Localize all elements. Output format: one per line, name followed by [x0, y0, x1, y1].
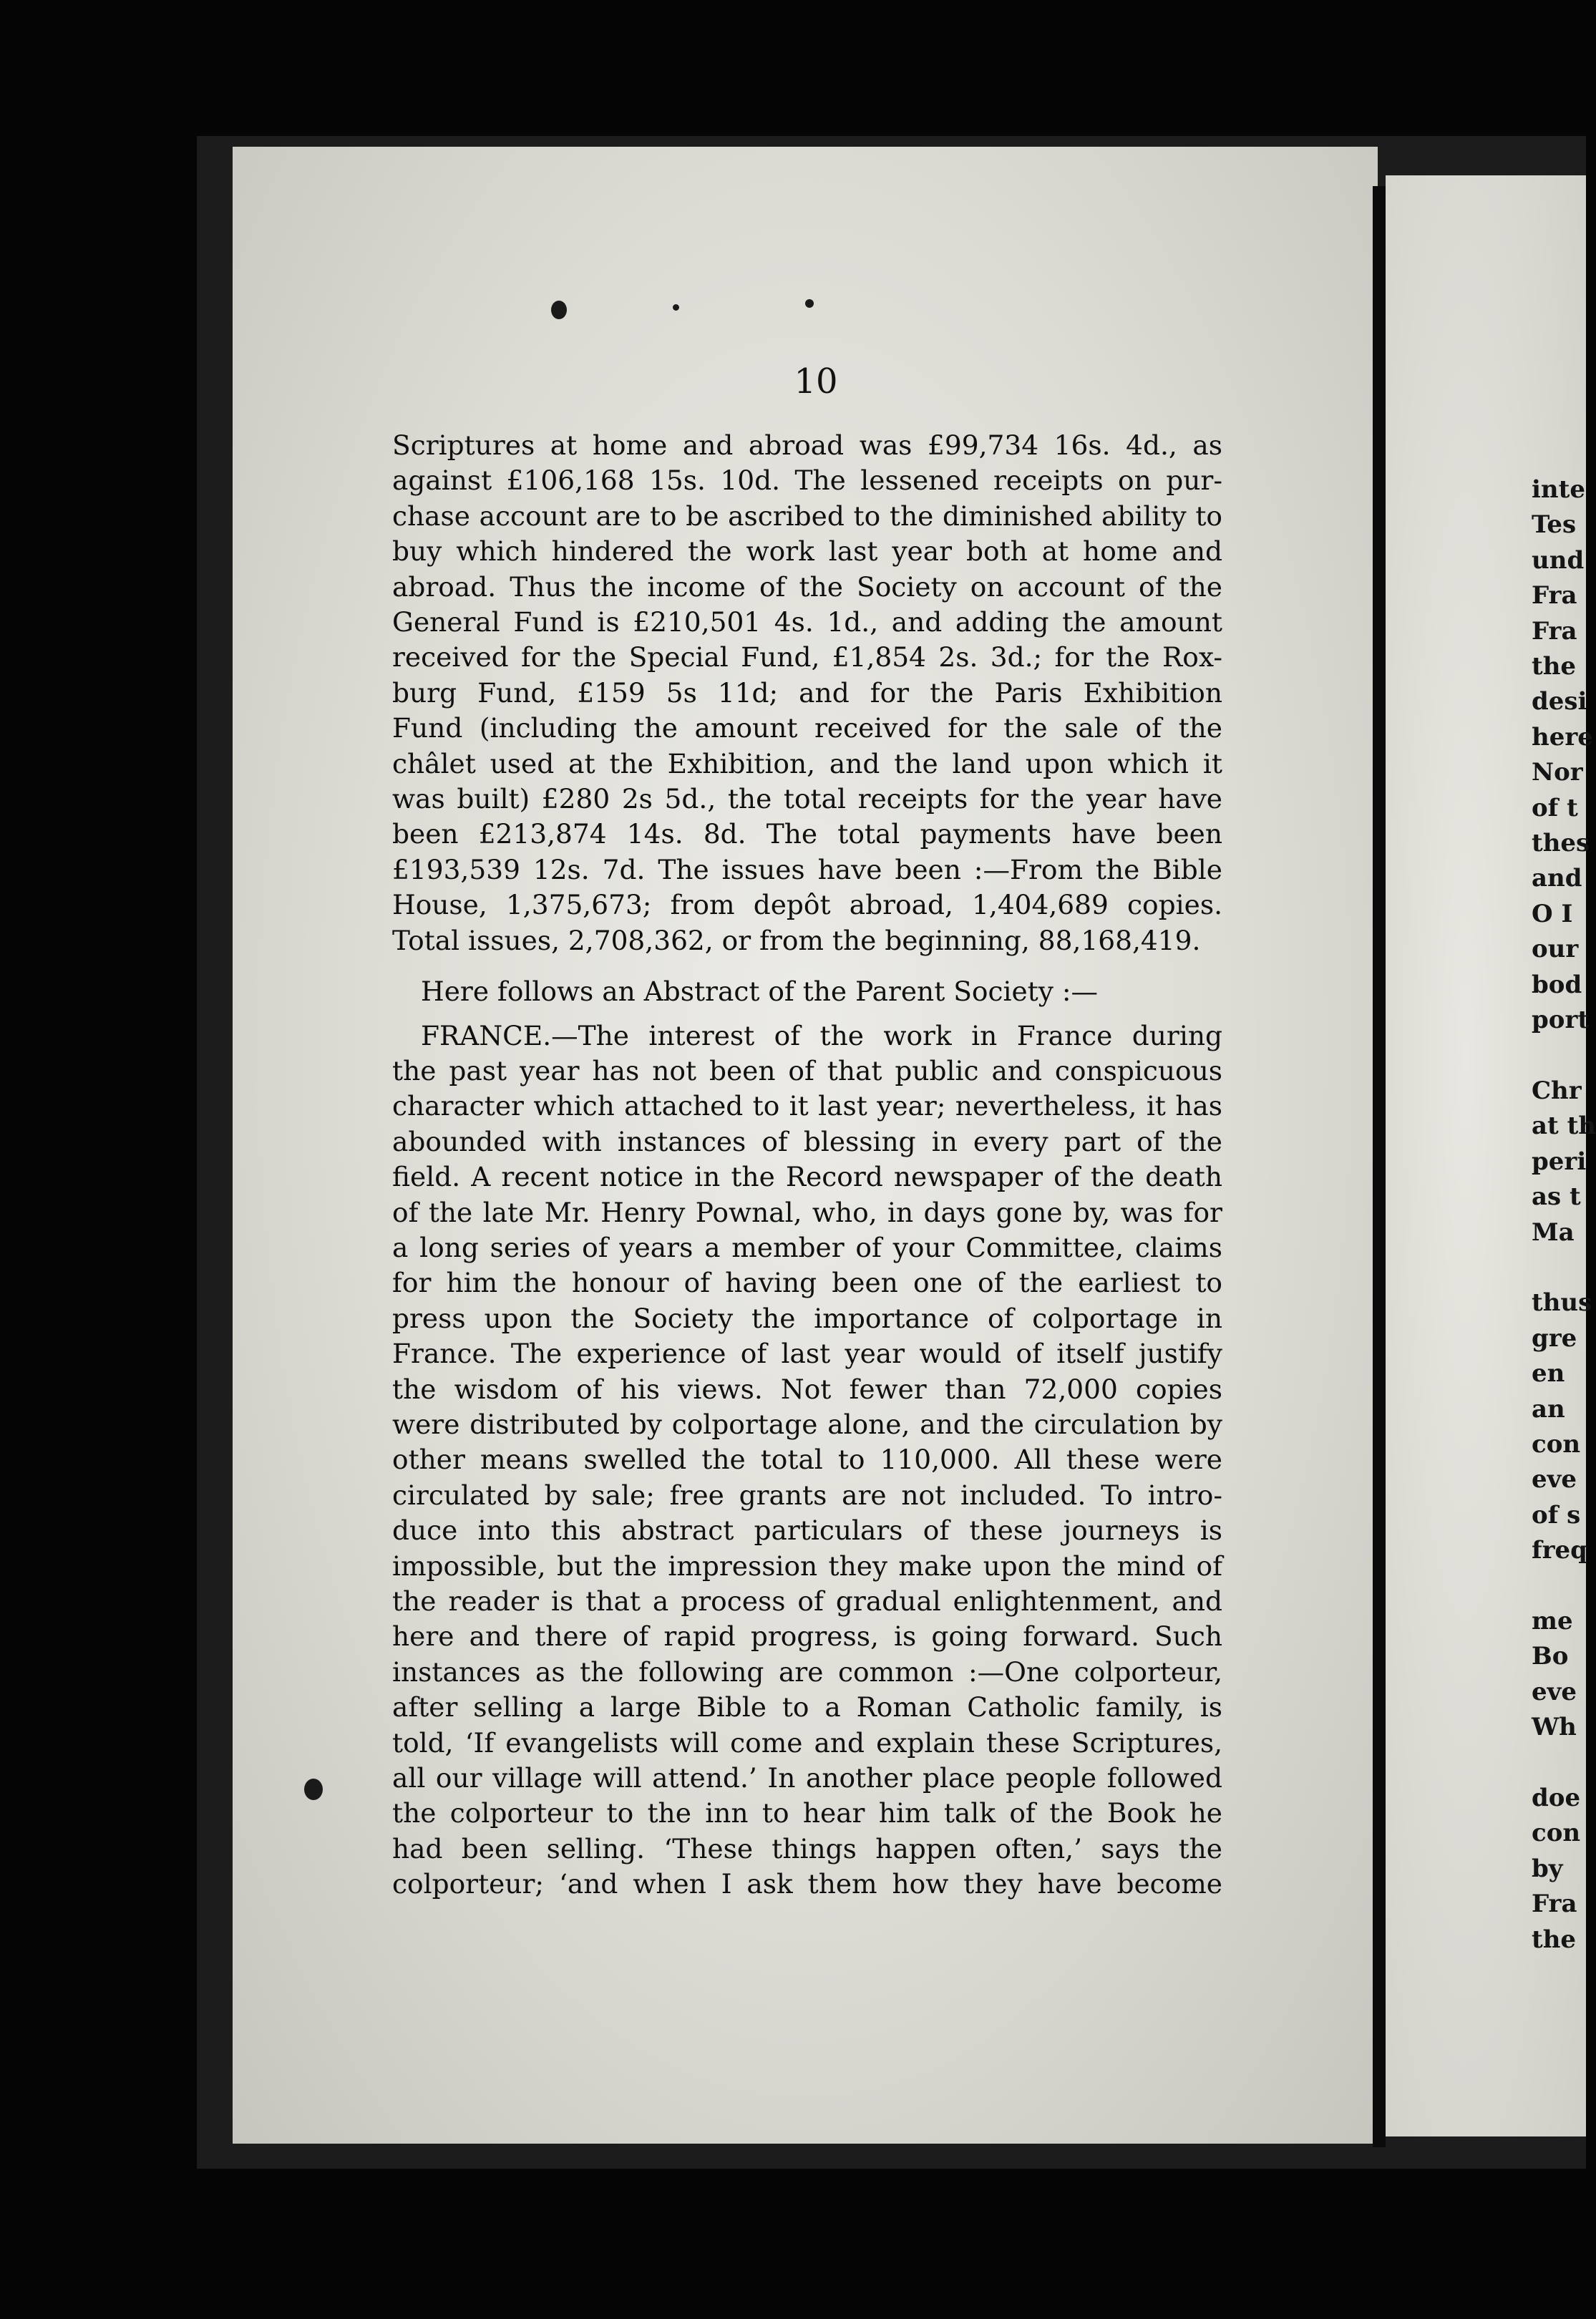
text-line: were distributed by colportage alone, and the circulation by	[392, 1408, 1222, 1440]
text-line: instances as the following are common :—One colporteur,	[392, 1656, 1222, 1688]
right-page-fragment: the	[1532, 1925, 1577, 1954]
text-line: character which attached to it last year; nevertheless, it has	[392, 1090, 1222, 1122]
text-line: Scriptures at home and abroad was £99,734 16s. 4d., as	[392, 429, 1222, 461]
right-page-fragment: an	[1532, 1394, 1565, 1424]
section-heading-line: FRANCE.—The interest of the work in France during	[421, 1019, 1222, 1051]
right-page-fragment: en	[1532, 1359, 1565, 1389]
right-page-fragment: con	[1532, 1819, 1581, 1848]
text-line: was built) £280 2s 5d., the total receipts for the year have	[392, 783, 1222, 815]
right-page-fragment: peri	[1532, 1147, 1587, 1176]
section-intro-line: Here follows an Abstract of the Parent Society :—	[421, 976, 1098, 1008]
text-line: for him the honour of having been one of the earliest to	[392, 1267, 1222, 1299]
right-page-fragment: by	[1532, 1854, 1563, 1883]
right-page-fragment: Fra	[1532, 1890, 1577, 1919]
right-page-fragment: gre	[1532, 1323, 1577, 1353]
text-line: the wisdom of his views. Not fewer than 72,000 copies	[392, 1373, 1222, 1405]
ink-speck	[304, 1779, 323, 1800]
right-page-fragment: Wh	[1532, 1713, 1577, 1742]
ink-speck	[673, 304, 679, 311]
right-page-fragment: eve	[1532, 1677, 1577, 1706]
right-page-fragment: freq	[1532, 1536, 1587, 1565]
right-page-fragment: Nor	[1532, 758, 1583, 787]
right-page-fragment: Fra	[1532, 581, 1577, 611]
text-line: burg Fund, £159 5s 11d; and for the Paris Exhibition	[392, 676, 1222, 709]
text-line: told, ‘If evangelists will come and explain these Scriptures,	[392, 1726, 1222, 1759]
right-page-fragment: eve	[1532, 1465, 1577, 1494]
text-line: £193,539 12s. 7d. The issues have been :—From the Bible	[392, 853, 1222, 885]
text-line: press upon the Society the importance of colportage in	[392, 1302, 1222, 1334]
text-line: Total issues, 2,708,362, or from the beginning, 88,168,419.	[392, 924, 1201, 956]
text-line: General Fund is £210,501 4s. 1d., and adding the amount	[392, 606, 1222, 638]
right-page-fragment: as t	[1532, 1182, 1581, 1212]
right-page-fragment: doe	[1532, 1784, 1581, 1813]
text-line: France. The experience of last year would of itself justify	[392, 1338, 1222, 1370]
right-page-fragment: at th	[1532, 1112, 1596, 1141]
right-page-fragment: thus	[1532, 1288, 1592, 1318]
text-line: House, 1,375,673; from depôt abroad, 1,404,689 copies.	[392, 889, 1222, 921]
text-line: duce into this abstract particulars of these journeys is	[392, 1515, 1222, 1547]
text-line: against £106,168 15s. 10d. The lessened receipts on pur-	[392, 465, 1222, 497]
right-page-fragment	[1532, 1569, 1586, 1604]
text-line: a long series of years a member of your Committee, claims	[392, 1231, 1222, 1263]
right-page-fragment: Ma	[1532, 1217, 1575, 1247]
text-line: abroad. Thus the income of the Society on account of the	[392, 570, 1222, 603]
right-page-fragment: of s	[1532, 1500, 1581, 1530]
text-line: chase account are to be ascribed to the diminished ability to	[392, 500, 1222, 532]
body-text	[392, 428, 1222, 1902]
ink-speck	[805, 299, 814, 308]
ink-speck	[551, 301, 567, 319]
text-line: all our village will attend.’ In another place people followed	[392, 1762, 1222, 1794]
text-line: here and there of rapid progress, is going forward. Such	[392, 1620, 1222, 1653]
text-line: buy which hindered the work last year both at home and	[392, 535, 1222, 568]
right-page-fragment: Tes	[1532, 510, 1577, 540]
text-line: received for the Special Fund, £1,854 2s. 3d.; for the Rox-	[392, 641, 1222, 674]
right-page-fragment: port	[1532, 1006, 1590, 1035]
right-page-fragment: desi	[1532, 687, 1587, 716]
text-line: the colporteur to the inn to hear him talk of the Book he	[392, 1797, 1222, 1829]
right-page-fragment	[1532, 1250, 1586, 1285]
right-page-fragment: me	[1532, 1607, 1573, 1635]
text-line: had been selling. ‘These things happen often,’ says the	[392, 1832, 1222, 1865]
right-page-fragment: Chr	[1532, 1076, 1582, 1105]
text-line: circulated by sale; free grants are not included. To intro-	[392, 1479, 1222, 1511]
right-page-fragment: thes	[1532, 829, 1590, 858]
right-page-fragment: O I	[1532, 899, 1573, 928]
text-line: after selling a large Bible to a Roman Catholic family, is	[392, 1691, 1222, 1724]
text-line: been £213,874 14s. 8d. The total payments have been	[392, 818, 1222, 850]
page-number: 10	[794, 361, 838, 402]
text-line: abounded with instances of blessing in every part of the	[392, 1125, 1222, 1157]
right-page-fragment: Fra	[1532, 616, 1577, 646]
text-line: the past year has not been of that public and conspicuous	[392, 1054, 1222, 1086]
text-line: colporteur; ‘and when I ask them how they have become	[392, 1868, 1222, 1900]
text-line: other means swelled the total to 110,000. All these were	[392, 1444, 1222, 1476]
right-page-fragment: and	[1532, 864, 1582, 893]
text-line: Fund (including the amount received for the sale of the	[392, 712, 1222, 744]
text-line: châlet used at the Exhibition, and the land upon which it	[392, 747, 1222, 779]
page-gutter	[1373, 186, 1386, 2147]
right-page-fragment: of t	[1532, 793, 1578, 822]
right-page-fragment: Bo	[1532, 1642, 1569, 1671]
right-page-fragment	[1532, 1039, 1586, 1074]
right-page-fragment: inte	[1532, 475, 1585, 504]
text-line: field. A recent notice in the Record newspaper of the death	[392, 1161, 1222, 1193]
right-page-fragment	[1532, 1746, 1586, 1781]
text-line: of the late Mr. Henry Pownal, who, in days gone by, was for	[392, 1196, 1222, 1228]
right-page-fragment: here	[1532, 722, 1593, 752]
text-line: the reader is that a process of gradual enlightenment, and	[392, 1585, 1222, 1617]
right-page-fragment: bod	[1532, 970, 1582, 999]
right-page-fragment: und	[1532, 545, 1585, 575]
right-page-text-fragments	[1532, 472, 1596, 1958]
right-page-fragment: the	[1532, 652, 1577, 681]
right-page-fragment: con	[1532, 1429, 1581, 1459]
right-page-fragment: our	[1532, 935, 1579, 964]
text-line: impossible, but the impression they make upon the mind of	[392, 1550, 1222, 1582]
